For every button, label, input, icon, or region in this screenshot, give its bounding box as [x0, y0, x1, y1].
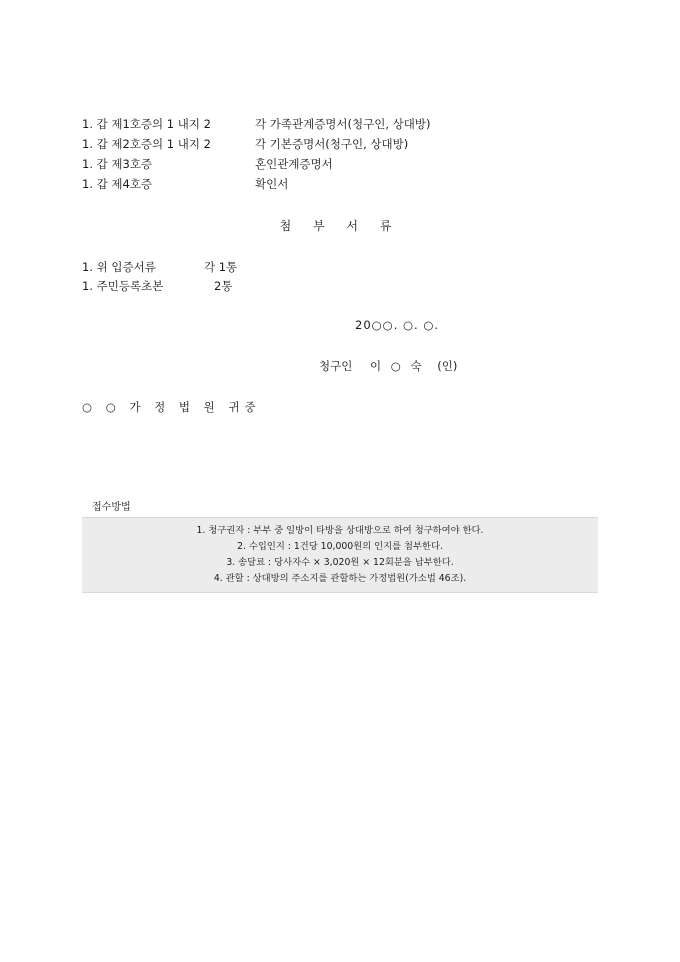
evidence-code: 1. 갑 제1호증의 1 내지 2: [82, 117, 211, 131]
attachment-name: 1. 위 입증서류: [82, 260, 156, 274]
signature-line: [319, 358, 457, 374]
attachment-count: 각 1통: [204, 260, 238, 274]
filing-method-label: 접수방법: [92, 502, 131, 513]
signature-seal: (인): [437, 359, 458, 373]
attachment-item: [82, 259, 237, 275]
filing-method-item: 1. 청구권자 : 부부 중 일방이 타방을 상대방으로 하여 청구하여야 한다.: [196, 525, 484, 536]
evidence-code: 1. 갑 제4호증: [82, 177, 153, 191]
evidence-code: 1. 갑 제3호증: [82, 157, 153, 171]
attachment-count: 2통: [214, 279, 233, 293]
document-date: 20○○. ○. ○.: [355, 318, 440, 332]
evidence-name: 혼인관계증명서: [255, 157, 333, 171]
evidence-name: 각 기본증명서(청구인, 상대방): [255, 137, 409, 151]
evidence-code: 1. 갑 제2호증의 1 내지 2: [82, 137, 211, 151]
filing-method-box: [82, 517, 598, 593]
evidence-name: 확인서: [255, 177, 289, 191]
attachment-name: 1. 주민등록초본: [82, 279, 164, 293]
attachment-item: [82, 278, 232, 294]
signature-role: 청구인: [319, 359, 353, 373]
attachments-title: 첨 부 서 류: [279, 219, 401, 233]
filing-method-item: 2. 수입인지 : 1건당 10,000원의 인지를 첨부한다.: [237, 541, 443, 552]
filing-method-item: 4. 관할 : 상대방의 주소지를 관할하는 가정법원(가소법 46조).: [213, 573, 467, 584]
court-addressee: ○ ○ 가 정 법 원 귀중: [82, 400, 261, 414]
evidence-name: 각 가족관계증명서(청구인, 상대방): [255, 117, 431, 131]
filing-method-item: 3. 송달료 : 당사자수 × 3,020원 × 12회분을 납부한다.: [226, 557, 454, 568]
signature-name: 이 ○ 숙: [369, 359, 422, 373]
